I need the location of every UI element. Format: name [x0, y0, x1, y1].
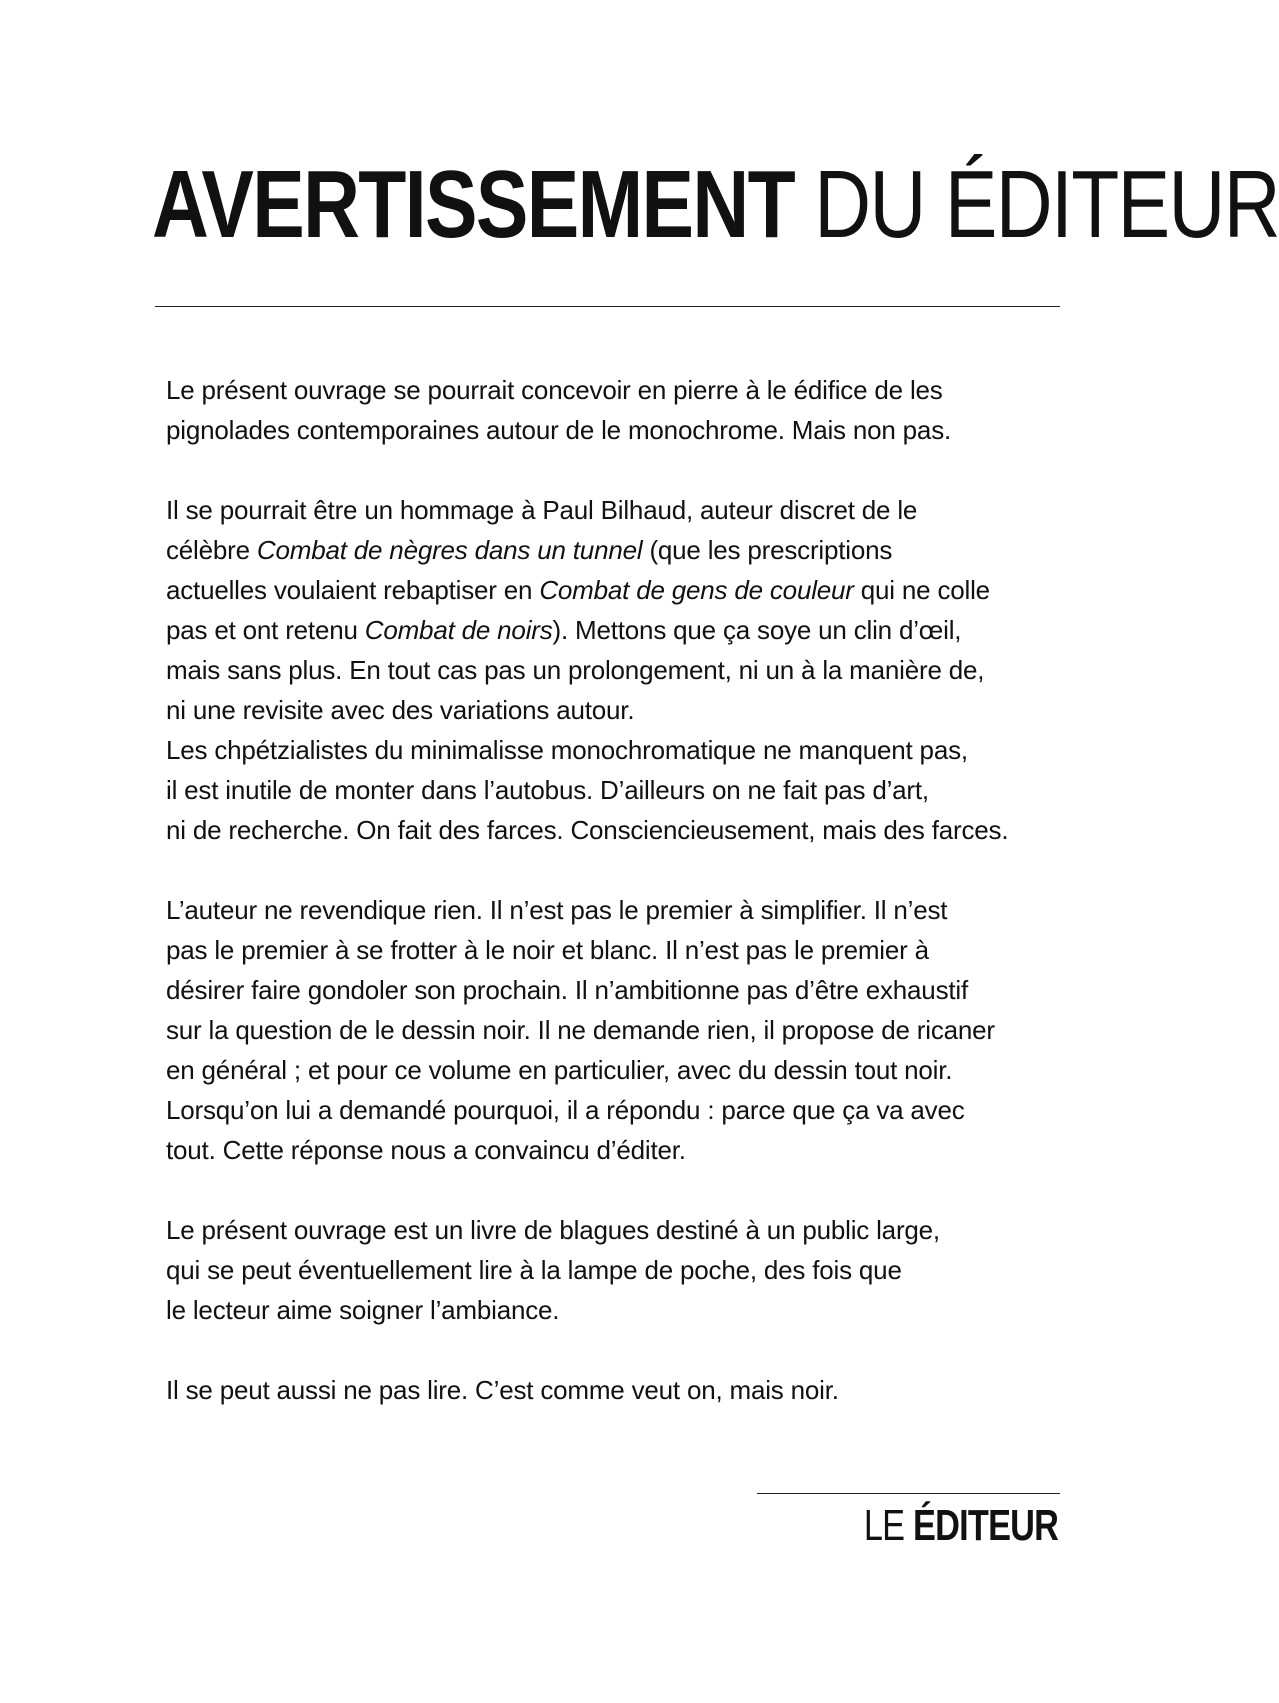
text-line: [166, 570, 1086, 610]
text-line: [166, 610, 1086, 650]
text-line: [166, 1370, 1086, 1410]
text-segment: en général ; et pour ce volume en particulier, avec du dessin tout noir.: [166, 1055, 953, 1085]
text-line: [166, 1210, 1086, 1250]
title-light: DU ÉDITEUR: [814, 151, 1279, 258]
text-segment: tout. Cette réponse nous a convaincu d’éditer.: [166, 1135, 686, 1165]
text-segment: (que les prescriptions: [642, 535, 893, 565]
text-line: [166, 890, 1086, 930]
text-line: [166, 690, 1086, 730]
text-segment: qui ne colle: [853, 575, 990, 605]
text-line: [166, 1010, 1086, 1050]
text-segment: désirer faire gondoler son prochain. Il n’ambitionne pas d’être exhaustif: [166, 975, 968, 1005]
paragraph: [166, 370, 1086, 450]
text-line: [166, 650, 1086, 690]
signature-light: LE: [863, 1501, 905, 1550]
text-line: [166, 810, 1086, 850]
paragraph: [166, 890, 1086, 1170]
text-segment: ). Mettons que ça soye un clin d’œil,: [552, 615, 962, 645]
paragraph: [166, 490, 1086, 850]
italic-title: Combat de noirs: [364, 615, 553, 645]
body-text: [166, 370, 1086, 1450]
text-segment: L’auteur ne revendique rien. Il n’est pas le premier à simplifier. Il n’est: [166, 895, 948, 925]
text-segment: qui se peut éventuellement lire à la lampe de poche, des fois que: [166, 1255, 902, 1285]
text-line: [166, 1250, 1086, 1290]
text-line: [166, 970, 1086, 1010]
text-line: [166, 530, 1086, 570]
text-segment: Les chpétzialistes du minimalisse monochromatique ne manquent pas,: [166, 735, 968, 765]
text-segment: ni de recherche. On fait des farces. Consciencieusement, mais des farces.: [166, 815, 1009, 845]
text-line: [166, 730, 1086, 770]
signature-strong: ÉDITEUR: [912, 1501, 1058, 1550]
text-line: [166, 770, 1086, 810]
text-segment: Il se peut aussi ne pas lire. C’est comme veut on, mais noir.: [166, 1375, 839, 1405]
text-segment: Il se pourrait être un hommage à Paul Bilhaud, auteur discret de le: [166, 495, 918, 525]
text-segment: Le présent ouvrage se pourrait concevoir en pierre à le édifice de les: [166, 375, 943, 405]
text-segment: ni une revisite avec des variations autour.: [166, 695, 635, 725]
text-line: [166, 1090, 1086, 1130]
text-segment: célèbre: [166, 535, 257, 565]
page-title: [152, 150, 1279, 260]
text-line: [166, 1130, 1086, 1170]
paragraph: [166, 1210, 1086, 1330]
paragraph: [166, 1370, 1086, 1410]
text-segment: mais sans plus. En tout cas pas un prolongement, ni un à la manière de,: [166, 655, 985, 685]
text-line: [166, 490, 1086, 530]
text-segment: Lorsqu’on lui a demandé pourquoi, il a répondu : parce que ça va avec: [166, 1095, 965, 1125]
signature: [864, 1500, 1058, 1552]
title-strong: AVERTISSEMENT: [152, 151, 795, 258]
text-line: [166, 1290, 1086, 1330]
text-segment: actuelles voulaient rebaptiser en: [166, 575, 540, 605]
italic-title: Combat de nègres dans un tunnel: [256, 535, 643, 565]
italic-title: Combat de gens de couleur: [539, 575, 854, 605]
text-line: [166, 410, 1086, 450]
text-segment: Le présent ouvrage est un livre de blagues destiné à un public large,: [166, 1215, 940, 1245]
text-segment: pignolades contemporaines autour de le monochrome. Mais non pas.: [166, 415, 952, 445]
text-segment: pas le premier à se frotter à le noir et blanc. Il n’est pas le premier à: [166, 935, 929, 965]
text-line: [166, 370, 1086, 410]
text-segment: il est inutile de monter dans l’autobus. D’ailleurs on ne fait pas d’art,: [166, 775, 929, 805]
signature-divider: [757, 1493, 1060, 1494]
text-segment: le lecteur aime soigner l’ambiance.: [166, 1295, 560, 1325]
title-divider: [155, 306, 1060, 307]
text-line: [166, 930, 1086, 970]
text-line: [166, 1050, 1086, 1090]
text-segment: pas et ont retenu: [166, 615, 365, 645]
text-segment: sur la question de le dessin noir. Il ne demande rien, il propose de ricaner: [166, 1015, 995, 1045]
